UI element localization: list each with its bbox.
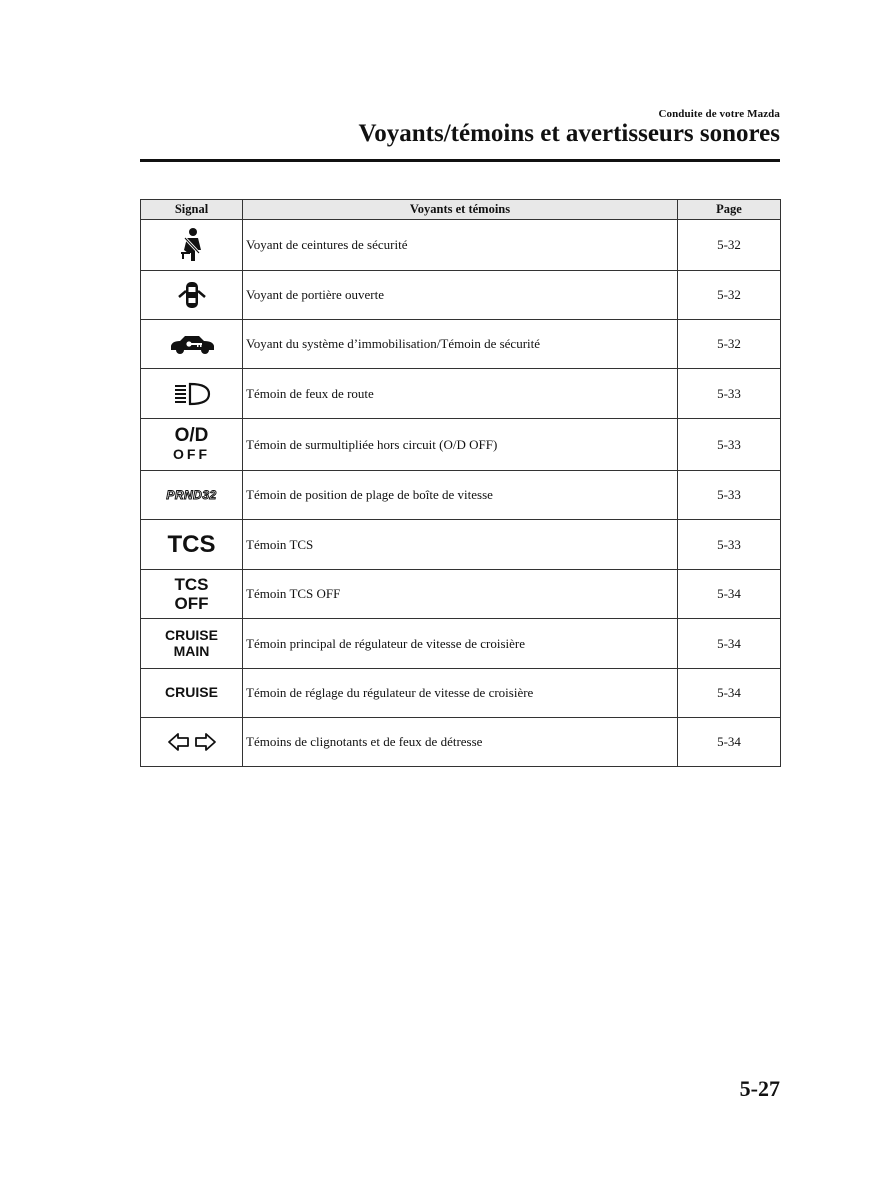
- tcs-label: TCS: [174, 574, 209, 594]
- table-row: [141, 471, 781, 520]
- description-cell: Témoin TCS OFF: [243, 570, 678, 619]
- page-cell: 5-33: [678, 471, 781, 520]
- tcs-icon: TCS: [167, 530, 216, 558]
- page-cell: 5-32: [678, 271, 781, 320]
- description-cell: Témoin de réglage du régulateur de vitesse de croisière: [243, 669, 678, 718]
- page-cell: 5-33: [678, 520, 781, 570]
- description-cell: Témoin de surmultipliée hors circuit (O/D OFF): [243, 419, 678, 471]
- description-cell: Témoin de feux de route: [243, 369, 678, 419]
- signal-cell: [141, 570, 243, 619]
- high-beam-icon: [172, 381, 212, 407]
- table-row: [141, 419, 781, 471]
- table-header-row: [141, 200, 781, 220]
- signal-cell: [141, 669, 243, 718]
- prnd32-icon: PRND32: [166, 488, 217, 502]
- main-label: MAIN: [173, 642, 210, 659]
- od-label: O/D: [174, 425, 209, 446]
- column-header-description: Voyants et témoins: [243, 200, 678, 220]
- description-cell: Voyant du système d’immobilisation/Témoin de sécurité: [243, 320, 678, 369]
- signal-cell: [141, 718, 243, 767]
- signal-cell: [141, 220, 243, 271]
- signals-table: [140, 199, 781, 767]
- page-number: 5-27: [739, 1076, 780, 1101]
- signal-cell: [141, 320, 243, 369]
- od-off-icon: [173, 426, 210, 461]
- off-label: OFF: [173, 446, 210, 462]
- description-cell: Témoin TCS: [243, 520, 678, 570]
- cruise-main-icon: [165, 628, 218, 658]
- column-header-page: Page: [678, 200, 781, 220]
- description-cell: Voyant de portière ouverte: [243, 271, 678, 320]
- turn-signal-arrows-icon: [167, 732, 217, 752]
- table-row: [141, 369, 781, 419]
- signal-cell: [141, 271, 243, 320]
- cruise-label: CRUISE: [165, 626, 218, 643]
- page-cell: 5-33: [678, 369, 781, 419]
- immobilizer-car-key-icon: [168, 333, 216, 355]
- title-divider: [140, 159, 780, 162]
- table-row: [141, 520, 781, 570]
- page-cell: 5-34: [678, 718, 781, 767]
- description-cell: Témoin de position de plage de boîte de vitesse: [243, 471, 678, 520]
- signal-cell: [141, 369, 243, 419]
- seatbelt-warning-icon: [175, 227, 209, 263]
- signal-cell: [141, 471, 243, 520]
- description-cell: Témoins de clignotants et de feux de détresse: [243, 718, 678, 767]
- page-cell: 5-32: [678, 220, 781, 271]
- page-cell: 5-32: [678, 320, 781, 369]
- description-cell: Voyant de ceintures de sécurité: [243, 220, 678, 271]
- table-row: [141, 619, 781, 669]
- page-title: Voyants/témoins et avertisseurs sonores: [358, 120, 780, 147]
- cruise-icon: CRUISE: [165, 684, 218, 700]
- page-cell: 5-33: [678, 419, 781, 471]
- page-cell: 5-34: [678, 619, 781, 669]
- description-cell: Témoin principal de régulateur de vitesse de croisière: [243, 619, 678, 669]
- door-ajar-icon: [175, 278, 209, 312]
- section-subtitle: Conduite de votre Mazda: [658, 108, 780, 120]
- table-row: [141, 570, 781, 619]
- signal-cell: [141, 419, 243, 471]
- table-row: [141, 271, 781, 320]
- column-header-signal: Signal: [141, 200, 243, 220]
- page-cell: 5-34: [678, 669, 781, 718]
- table-row: [141, 669, 781, 718]
- off-label: OFF: [174, 593, 209, 613]
- page-cell: 5-34: [678, 570, 781, 619]
- signal-cell: [141, 520, 243, 570]
- table-row: [141, 220, 781, 271]
- tcs-off-icon: [175, 576, 209, 612]
- signal-cell: [141, 619, 243, 669]
- table-row: [141, 718, 781, 767]
- table-row: [141, 320, 781, 369]
